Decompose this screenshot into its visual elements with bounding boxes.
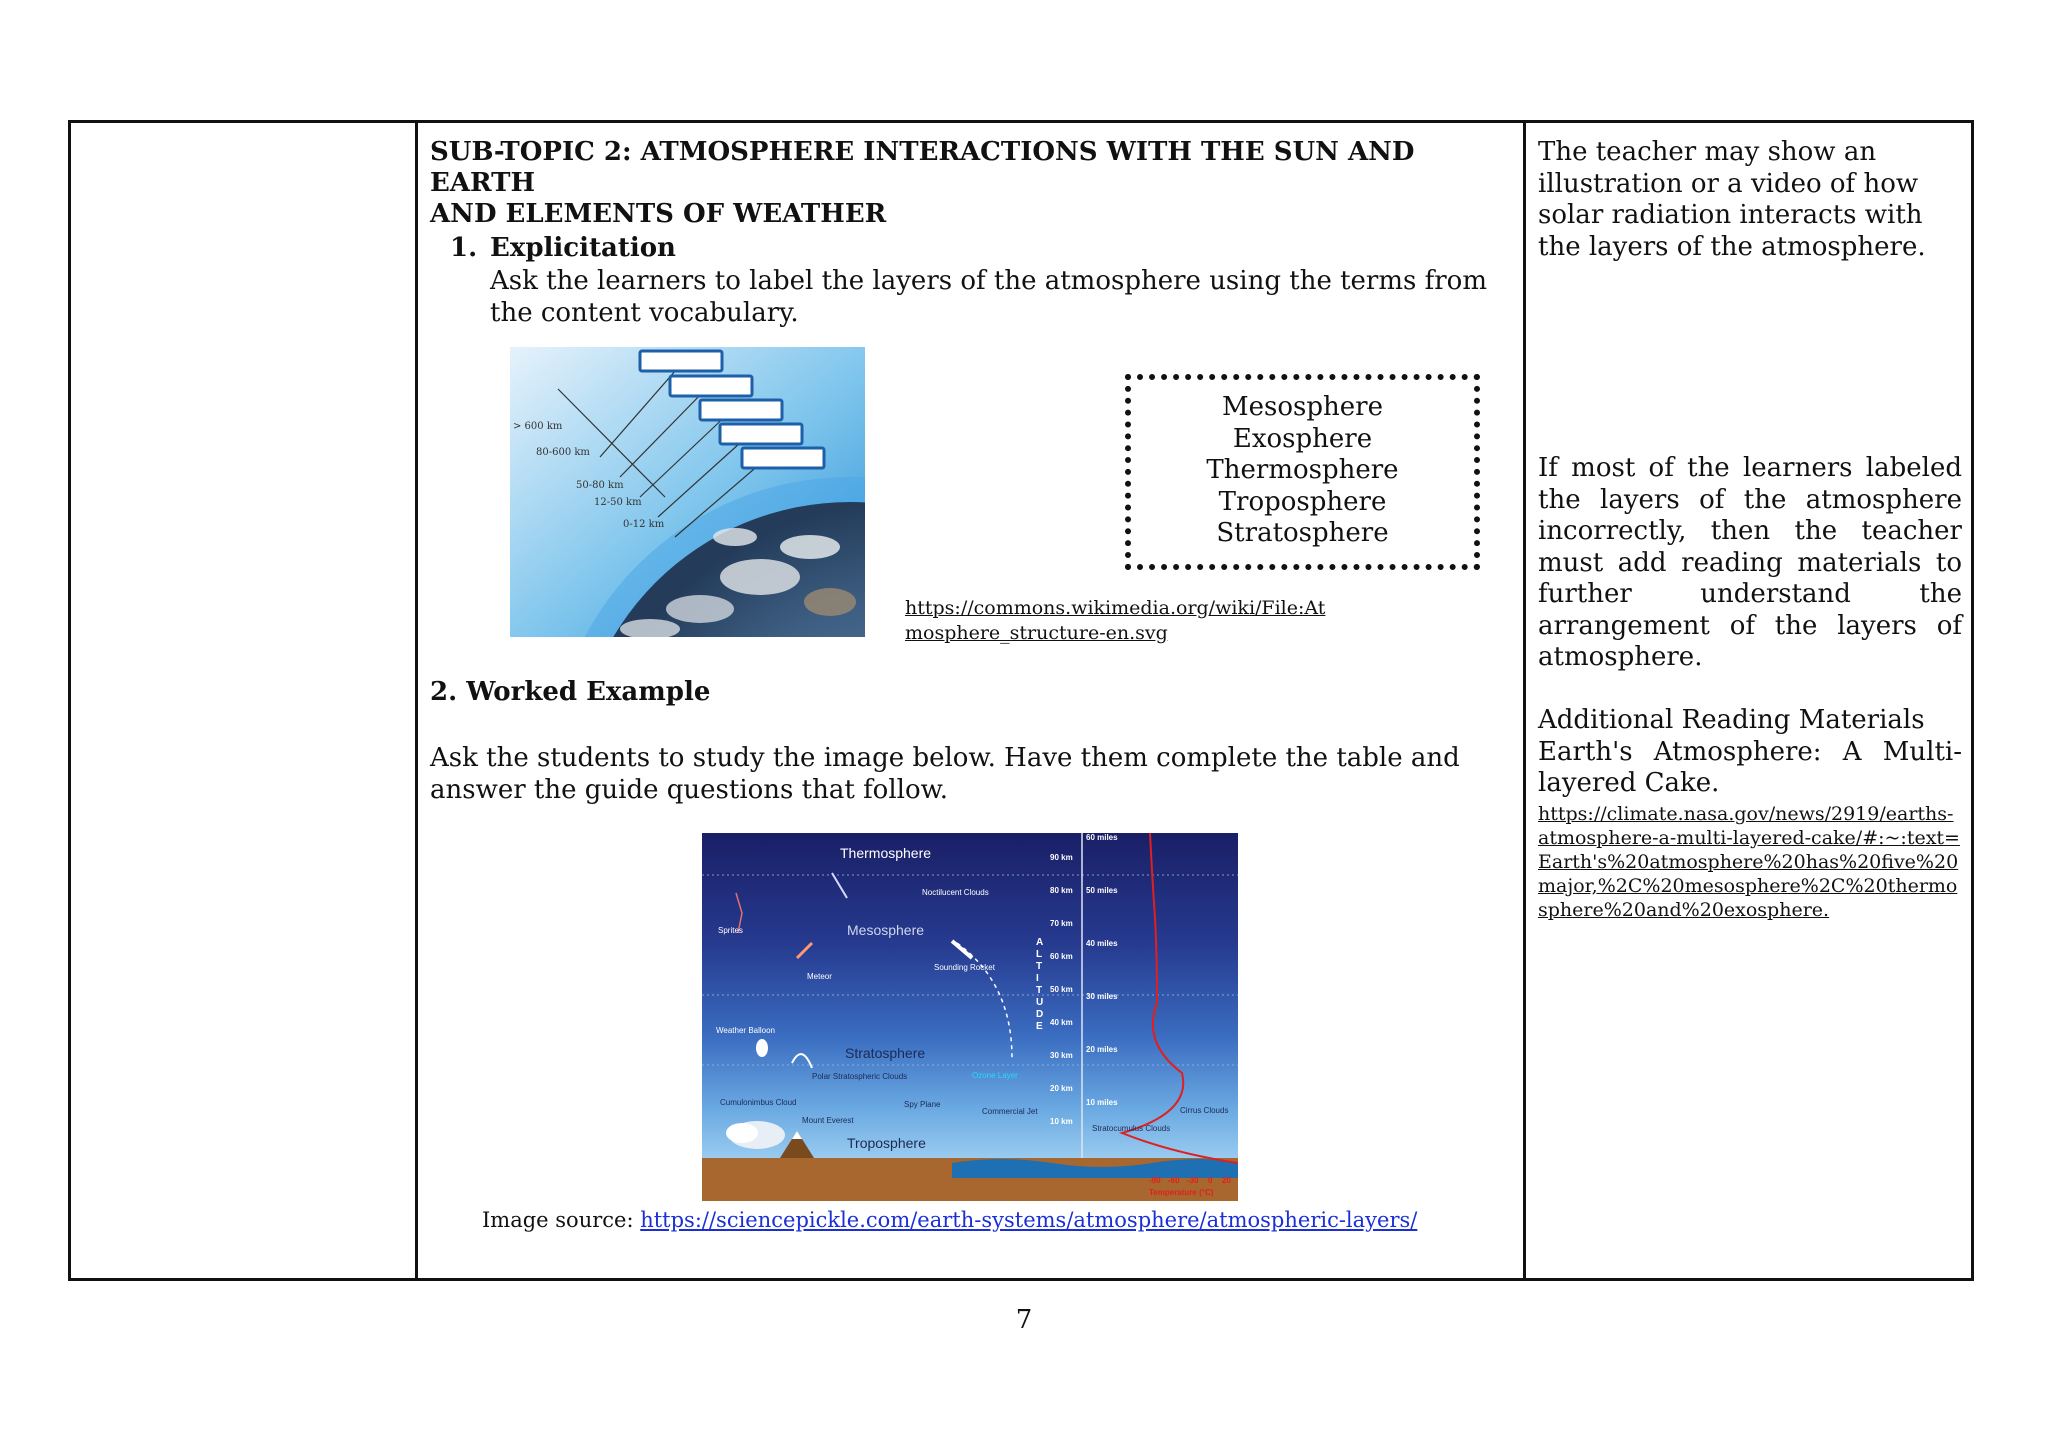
svg-text:T: T <box>1036 961 1043 972</box>
km-tick: 20 km <box>1050 1084 1073 1093</box>
table-column-procedure <box>418 123 1526 1278</box>
feature-everest: Mount Everest <box>802 1116 854 1125</box>
mile-tick: 40 miles <box>1086 939 1118 948</box>
km-tick: 10 km <box>1050 1117 1073 1126</box>
table-column-empty <box>71 123 418 1278</box>
km-tick: 80 km <box>1050 886 1073 895</box>
reading-url-link[interactable]: https://climate.nasa.gov/news/2919/earths-atmosphere-a-multi-layered-cake/#:~:text=Earth's%20atmosphere%20has%20five%20major,%2C%20mesosphere%2C%20thermosphere%20and%20exosphere. <box>1538 803 1960 921</box>
label-80-600km: 80-600 km <box>536 447 590 458</box>
feature-sprites: Sprites <box>718 926 743 935</box>
table-column-notes <box>1526 123 1971 1278</box>
svg-text:A: A <box>1036 937 1044 948</box>
reading-name-line2: layered Cake. <box>1538 768 1720 798</box>
feature-spy-plane: Spy Plane <box>904 1100 941 1109</box>
feature-polar-clouds: Polar Stratospheric Clouds <box>812 1072 908 1081</box>
atmosphere-diagram-svg <box>510 347 865 637</box>
feature-meteor: Meteor <box>807 972 832 981</box>
label-0-12km: 0-12 km <box>623 519 665 530</box>
mile-tick: 60 miles <box>1086 833 1118 842</box>
temp-tick: 0 <box>1208 1176 1213 1185</box>
km-tick: 40 km <box>1050 1018 1073 1027</box>
image-source-line: Image source: https://sciencepickle.com/earth-systems/atmosphere/atmospheric-layers/ <box>482 1208 1418 1232</box>
temp-tick: -30 <box>1187 1176 1199 1185</box>
label-12-50km: 12-50 km <box>594 497 642 508</box>
page-number: 7 <box>1015 1305 1033 1335</box>
worked-example-heading: 2. Worked Example <box>430 677 711 707</box>
mile-tick: 20 miles <box>1086 1045 1118 1054</box>
atmosphere-layers-label-figure <box>510 347 865 637</box>
km-tick: 60 km <box>1050 952 1073 961</box>
feature-commercial-jet: Commercial Jet <box>982 1107 1038 1116</box>
vocab-term: Stratosphere <box>1216 518 1389 548</box>
mile-tick: 10 miles <box>1086 1098 1118 1107</box>
vocab-term: Troposphere <box>1218 486 1387 517</box>
km-tick: 50 km <box>1050 985 1073 994</box>
temp-tick: -90 <box>1149 1176 1161 1185</box>
layer-stratosphere: Stratosphere <box>845 1045 926 1061</box>
feature-weather-balloon: Weather Balloon <box>716 1026 775 1035</box>
vocab-term: Exosphere <box>1232 423 1373 454</box>
atmospheric-layers-svg <box>702 833 1238 1201</box>
explicitation-heading: 1. Explicitation <box>450 233 676 263</box>
teacher-note-illustration: The teacher may show an illustration or a video of how solar radiation interacts with the layers of the atmosphere. <box>1538 137 1926 262</box>
svg-text:L: L <box>1036 949 1043 960</box>
vocab-term: Mesosphere <box>1222 392 1383 422</box>
additional-reading-title: Additional Reading Materials <box>1538 705 1925 735</box>
atmospheric-layers-figure <box>702 833 1238 1201</box>
lesson-table <box>68 120 1974 1281</box>
additional-reading <box>1538 705 1962 800</box>
explicitation-text: Ask the learners to label the layers of the atmosphere using the terms from the content vocabulary. <box>490 266 1487 328</box>
svg-text:U: U <box>1036 997 1044 1008</box>
vocab-term: Thermosphere <box>1206 455 1399 485</box>
label-600km: > 600 km <box>513 421 563 432</box>
feature-noctilucent: Noctilucent Clouds <box>922 888 989 897</box>
vocabulary-box <box>1125 374 1480 570</box>
mile-tick: 50 miles <box>1086 886 1118 895</box>
layer-thermosphere: Thermosphere <box>840 845 932 861</box>
label-50-80km: 50-80 km <box>576 480 624 491</box>
temp-tick: -60 <box>1168 1176 1180 1185</box>
svg-text:D: D <box>1036 1009 1044 1020</box>
mile-tick: 30 miles <box>1086 992 1118 1001</box>
layer-mesosphere: Mesosphere <box>847 922 925 938</box>
svg-text:T: T <box>1036 985 1043 996</box>
reading-name-line1: Earth's Atmosphere: A Multi- <box>1538 736 1962 767</box>
worked-example-text: Ask the students to study the image below. Have them complete the table and answer the guide questions that follow. <box>430 743 1460 805</box>
subtopic-heading: SUB-TOPIC 2: ATMOSPHERE INTERACTIONS WITH THE SUN AND EARTH AND ELEMENTS OF WEATHER <box>430 137 1415 229</box>
feature-cirrus: Cirrus Clouds <box>1180 1106 1229 1115</box>
temp-axis-label: Temperature (°C) <box>1149 1188 1214 1197</box>
image-source-link[interactable]: https://sciencepickle.com/earth-systems/atmosphere/atmospheric-layers/ <box>640 1208 1418 1232</box>
figure1-source-link[interactable]: https://commons.wikimedia.org/wiki/File:At mosphere_structure-en.svg <box>905 597 1326 644</box>
km-tick: 30 km <box>1050 1051 1073 1060</box>
teacher-note-reading: If most of the learners labeled the layers of the atmosphere incorrectly, then the teacher must add reading materials to further understand the arrangement of the layers of atmosphere. <box>1538 453 1962 672</box>
svg-text:I: I <box>1036 973 1039 984</box>
feature-sounding-rocket: Sounding Rocket <box>934 963 995 972</box>
layer-troposphere: Troposphere <box>847 1135 926 1151</box>
feature-cumulonimbus: Cumulonimbus Cloud <box>720 1098 797 1107</box>
feature-ozone-layer: Ozone Layer <box>972 1071 1018 1080</box>
km-tick: 70 km <box>1050 919 1073 928</box>
km-tick: 90 km <box>1050 853 1073 862</box>
svg-text:E: E <box>1036 1021 1043 1032</box>
feature-stratocumulus: Stratocumulus Clouds <box>1092 1124 1171 1133</box>
temp-tick: 20 <box>1222 1176 1231 1185</box>
